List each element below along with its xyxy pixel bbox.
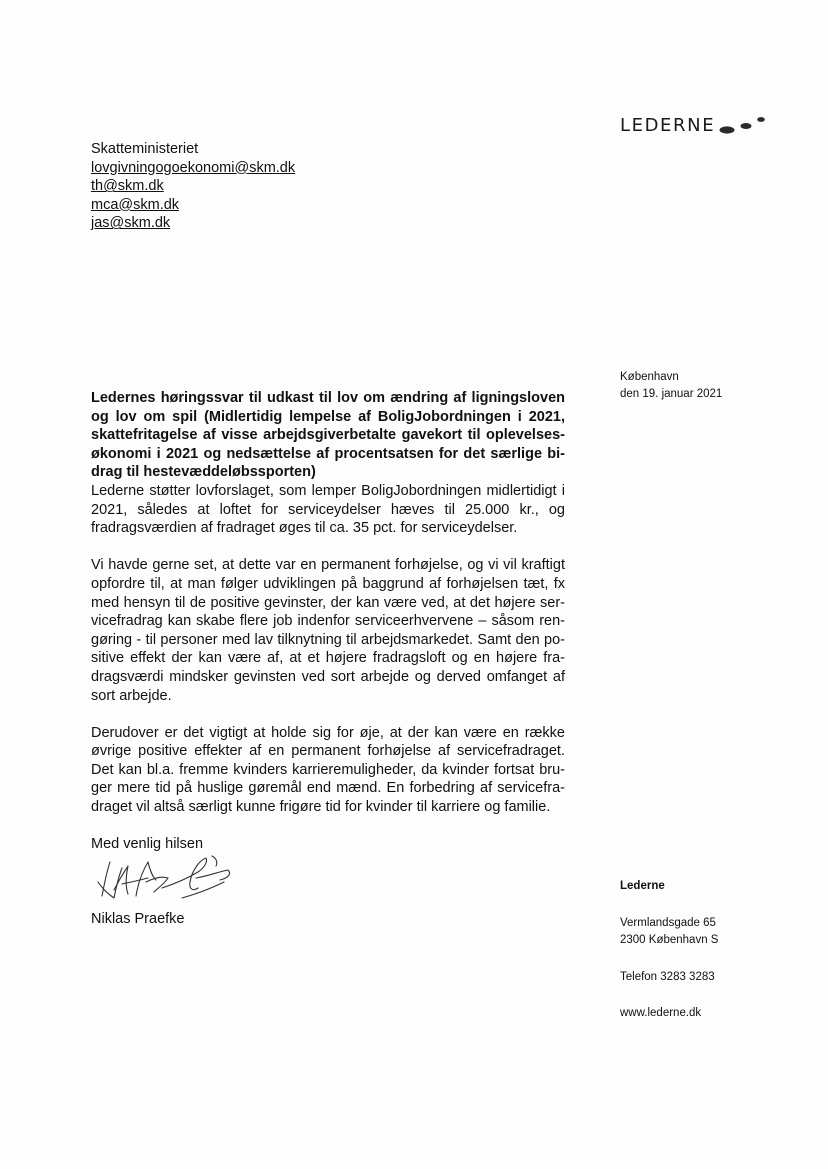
sender-website-link[interactable]: www.lederne.dk [620, 1007, 702, 1019]
logo-wordmark: LEDERNE [620, 114, 716, 136]
sender-phone: Telefon 3283 3283 [620, 971, 715, 983]
letter-subject: Ledernes høringssvar til udkast til lov om ændring af ligningsloven og lov om spil (Midlertidig lempelse af BoligJobordningen i 2021, skattefritagelse af visse arbejdsgiverbetalte gavekort til oplevelsesøkonomi i 2021 og nedsættelse af procentsatsen for det særlige bidrag til hestevæddeløbssporten) [91, 390, 565, 481]
sender-street: Vermlandsgade 65 [620, 917, 716, 929]
recipient-name: Skatteministeriet [91, 141, 199, 157]
logo-dots-icon [718, 113, 770, 137]
letter-paragraph: Vi havde gerne set, at dette var en permanent forhøjelse, og vi vil kraftigt opfordre til, at man følger udviklingen på baggrund af forhøjelsen tæt, fx med hensyn til de positive gevinster, der kan være ved, at det højere servicefradrag kan skabe flere job indenfor serviceerhvervene – såsom rengøring - til personer med lav tilknytning til arbejdsmarkedet. Samt den positive effekt der kan være af, at et højere fradragsloft og en højere fradragsværdi mindsker gevinsten ved sort arbejde og derved omfanget af sort arbejde. [91, 557, 565, 704]
place-date-block [620, 369, 722, 403]
recipient-email-link[interactable]: lovgivningogoekonomi@skm.dk [91, 159, 296, 176]
sender-org: Lederne [620, 880, 665, 892]
letter-city: København [620, 371, 679, 383]
letter-closing: Med venlig hilsen [91, 836, 204, 853]
recipient-block [91, 140, 295, 233]
recipient-email-link[interactable]: jas@skm.dk [91, 215, 171, 232]
signer-name: Niklas Praefke [91, 911, 185, 927]
handwritten-signature [92, 848, 242, 908]
recipient-email-link[interactable]: th@skm.dk [91, 178, 164, 195]
sender-address [620, 915, 718, 949]
recipient-email-link[interactable]: mca@skm.dk [91, 196, 180, 213]
letter-body [91, 389, 565, 854]
letter-date: den 19. januar 2021 [620, 388, 723, 400]
sender-postal: 2300 København S [620, 934, 719, 946]
lederne-logo [620, 110, 770, 140]
letter-paragraph: Lederne støtter lovforslaget, som lemper BoligJobordningen midlertidigt i 2021, således at loftet for serviceydelser hæves til 25.000 kr., og fradragsværdien af fradraget øges til ca. 35 pct. for serviceydelser. [91, 482, 565, 537]
letter-paragraph: Derudover er det vigtigt at holde sig for øje, at der kan være en række øvrige positive effekter af en permanent forhøjelse af servicefradraget. Det kan bl.a. fremme kvinders karrieremuligheder, da kvinder fortsat bruger mere tid på huslige gøremål end mænd. En forbedring af servicefradraget vil altså særligt kunne frigøre tid for kvinder til karriere og familie. [91, 724, 565, 816]
